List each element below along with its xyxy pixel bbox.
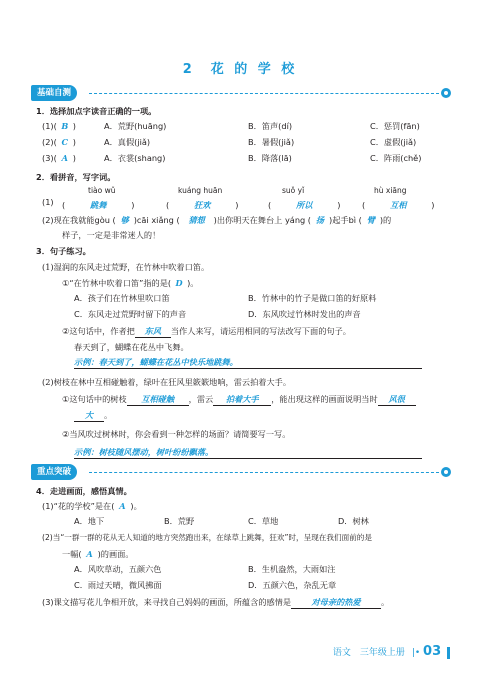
q4-sub3: (3)课文描写花儿争相开放，来寻找自己妈妈的画面，所蕴含的感情是 对母亲的热爱 。 (42, 597, 390, 607)
pinyin-3: suǒ yǐ (282, 186, 305, 195)
q2-sub1-number: (1) (42, 197, 54, 207)
q2-sub2-continuation: 样子，一定是非常迷人的！ (62, 230, 161, 240)
pinyin-1: tiào wǔ (88, 186, 116, 195)
question-2-stem: 2．看拼音，写字词。 (36, 172, 116, 182)
footer-subject: 语文 三年级上册 (332, 648, 405, 658)
circle-end-icon (441, 467, 451, 477)
q1-row-1: (1)( B ) (42, 121, 76, 131)
q3-example-answer-1: 示例：春天到了，蝴蝶在花丛中快乐地跳舞。 (74, 356, 422, 369)
q1-row3-option-b: B．降落(lā) (248, 153, 292, 163)
page-number: 03 (423, 644, 442, 659)
q4-sub1-option-b: B．荒野 (164, 516, 195, 526)
section-header-basic (31, 85, 451, 101)
question-4-stem: 4．走进画面，感悟真情。 (36, 486, 132, 496)
q4-sub1-option-d: D．树林 (338, 516, 369, 526)
answer-mark: B (61, 121, 69, 131)
q4-sub1: (1)“花的学校”是在( A )。 (42, 501, 142, 511)
q4-sub2-option-a: A．风吹草动，五颜六色 (74, 564, 162, 574)
answer-mark: C (61, 137, 69, 147)
circle-end-icon (441, 88, 451, 98)
q2-answer-1: ( 跳舞 ) (62, 200, 135, 210)
q3-passage-2: (2)树枝在林中互相碰触着，绿叶在狂风里簌簌地响，雷云拍着大手。 (42, 377, 292, 387)
q4-sub2-cont: 一幅( A )的画面。 (62, 549, 134, 559)
q2-answer-2: ( 狂欢 ) (166, 200, 239, 210)
pinyin-4: hù xiāng (374, 186, 407, 195)
footer-bar (447, 647, 450, 659)
q2-answer-3: ( 所以 ) (268, 200, 341, 210)
question-1-stem: 1．选择加点字读音正确的一项。 (36, 106, 157, 116)
q1-row2-option-b: B．暑假(jiǎ) (248, 137, 295, 147)
q4-sub1-option-c: C．草地 (248, 516, 279, 526)
q1-row2-option-a: A．真假(jiǎ) (104, 137, 151, 147)
q1-row2-option-c: C．虚假(jiǎ) (370, 137, 417, 147)
q3-passage-1: (1)湿润的东风走过荒野，在竹林中吹着口笛。 (42, 262, 210, 272)
q1-row1-option-c: C．惩罚(fān) (370, 121, 420, 131)
q1-row-3: (3)( A ) (42, 153, 76, 163)
section-label: 基础自测 (31, 85, 77, 101)
q4-sub2: (2)当“一群一群的花从无人知道的地方突然跑出来，在绿草上跳舞，狂欢”时，呈现在我们面前的是 (42, 533, 372, 542)
question-3-stem: 3．句子练习。 (36, 246, 91, 256)
q3-sub2-question: ②这句话中，作者把 东风 当作人来写，请运用相同的写法改写下面的句子。 (62, 326, 351, 336)
q4-sub2-option-d: D．五颜六色，杂乱无章 (248, 580, 337, 590)
q1-row-2: (2)( C ) (42, 137, 76, 147)
q2-answer-4: ( 互相 ) (362, 200, 435, 210)
q1-row3-option-a: A．衣裳(shang) (104, 153, 166, 163)
q3-passage2-question-2: ②当风吹过树林时，你会看到一种怎样的场面？请简要写一写。 (62, 429, 291, 439)
section-divider (89, 472, 439, 473)
answer-mark: A (61, 153, 68, 163)
pinyin-2: kuáng huān (178, 186, 223, 195)
section-header-key (31, 464, 451, 480)
q3-option-c: C．东风走过荒野时留下的声音 (74, 309, 187, 319)
section-label: 重点突破 (31, 464, 77, 480)
q3-passage2-question-1: ①这句话中的树枝 互相碰触 ，雷云 拍着大手 ，能出现这样的画面说明当时 风很 (62, 393, 416, 406)
q3-sub1-question: ①“在竹林中吹着口笛”指的是( D )。 (62, 278, 199, 288)
lesson-title: 2 花 的 学 校 (182, 62, 298, 77)
q2-sub2: (2)现在我就能gòu ( 够 )cāi xiǎng ( 猜想 )出你明天在舞台上 yáng ( 扬 )起手bì ( 臂 )的 (42, 215, 392, 225)
q4-sub1-option-a: A．地下 (74, 516, 105, 526)
q1-row1-option-b: B．笛声(dí) (248, 121, 293, 131)
q3-source-sentence: 春天到了，蝴蝶在花丛中飞舞。 (74, 342, 189, 352)
q1-row1-option-a: A．荒野(huāng) (104, 121, 167, 131)
q3-option-d: D．东风吹过竹林时发出的声音 (248, 309, 361, 319)
q3-example-answer-2: 示例：树枝随风摆动，树叶纷纷飘落。 (74, 446, 422, 459)
q3-option-a: A．孩子们在竹林里吹口笛 (74, 293, 170, 303)
section-divider (89, 93, 439, 94)
q4-sub2-option-c: C．雨过天晴，微风拂面 (74, 580, 162, 590)
q4-sub2-option-b: B．生机盎然，大雨如注 (248, 564, 336, 574)
q3-passage2-question-1-cont: 大 。 (74, 409, 112, 422)
page-footer: 语文 三年级上册 |• 03 (333, 644, 450, 659)
q1-row3-option-c: C．阵雨(chě) (370, 153, 422, 163)
q3-option-b: B．竹林中的竹子是做口笛的好原料 (248, 293, 377, 303)
